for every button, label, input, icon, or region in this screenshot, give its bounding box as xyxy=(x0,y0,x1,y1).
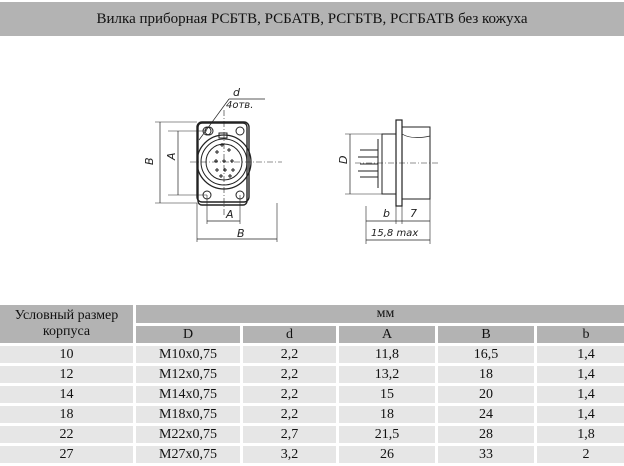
title-text: Вилка приборная РСБТВ, РСБАТВ, РСГБТВ, РСГБАТВ без кожуха xyxy=(96,10,528,27)
label-D: D xyxy=(337,155,350,164)
connector-drawing xyxy=(0,40,624,295)
cell-d: 3,2 xyxy=(243,446,336,463)
pin-contacts xyxy=(214,143,235,178)
header-A: A xyxy=(339,326,435,343)
cell-D: M27x0,75 xyxy=(136,446,240,463)
table-header-row-1 xyxy=(0,305,624,323)
table-row xyxy=(0,386,624,403)
cell-b: 1,4 xyxy=(537,386,624,403)
cell-size: 27 xyxy=(0,446,133,463)
header-unit: мм xyxy=(136,305,624,323)
cell-A: 13,2 xyxy=(339,366,435,383)
header-body-size: Условный размер корпуса xyxy=(0,305,133,343)
cell-d: 2,2 xyxy=(243,386,336,403)
label-total: 15,8 max xyxy=(371,228,419,239)
cell-d: 2,2 xyxy=(243,346,336,363)
cell-A: 21,5 xyxy=(339,426,435,443)
dimensions-table xyxy=(0,302,624,466)
label-b-flange: b xyxy=(383,207,390,220)
label-a-horiz: A xyxy=(226,208,234,221)
header-d: d xyxy=(243,326,336,343)
cell-A: 18 xyxy=(339,406,435,423)
label-d: d xyxy=(233,86,240,99)
cell-size: 12 xyxy=(0,366,133,383)
page-title xyxy=(0,2,624,36)
cell-b: 1,4 xyxy=(537,346,624,363)
cell-B: 28 xyxy=(438,426,534,443)
cell-b: 1,8 xyxy=(537,426,624,443)
table-row xyxy=(0,426,624,443)
cell-A: 15 xyxy=(339,386,435,403)
cell-D: M10x0,75 xyxy=(136,346,240,363)
table-row xyxy=(0,446,624,463)
table-row xyxy=(0,406,624,423)
header-B: B xyxy=(438,326,534,343)
side-view xyxy=(337,120,440,244)
cell-B: 18 xyxy=(438,366,534,383)
table-row xyxy=(0,366,624,383)
cell-D: M22x0,75 xyxy=(136,426,240,443)
cell-b: 1,4 xyxy=(537,406,624,423)
cell-size: 10 xyxy=(0,346,133,363)
label-a-vert: A xyxy=(165,152,178,160)
cell-B: 20 xyxy=(438,386,534,403)
cell-b: 2 xyxy=(537,446,624,463)
label-4holes: 4отв. xyxy=(226,100,254,111)
cell-B: 24 xyxy=(438,406,534,423)
cell-D: M18x0,75 xyxy=(136,406,240,423)
cell-D: M12x0,75 xyxy=(136,366,240,383)
label-b-horiz: B xyxy=(237,227,245,240)
label-b-vert: B xyxy=(143,157,156,165)
cell-A: 11,8 xyxy=(339,346,435,363)
cell-B: 16,5 xyxy=(438,346,534,363)
cell-A: 26 xyxy=(339,446,435,463)
table-row xyxy=(0,346,624,363)
cell-d: 2,2 xyxy=(243,406,336,423)
header-b: b xyxy=(537,326,624,343)
cell-b: 1,4 xyxy=(537,366,624,383)
header-D: D xyxy=(136,326,240,343)
cell-d: 2,7 xyxy=(243,426,336,443)
label-7: 7 xyxy=(410,207,417,220)
cell-B: 33 xyxy=(438,446,534,463)
cell-size: 22 xyxy=(0,426,133,443)
cell-D: M14x0,75 xyxy=(136,386,240,403)
front-view xyxy=(143,86,282,242)
cell-size: 18 xyxy=(0,406,133,423)
cell-d: 2,2 xyxy=(243,366,336,383)
cell-size: 14 xyxy=(0,386,133,403)
